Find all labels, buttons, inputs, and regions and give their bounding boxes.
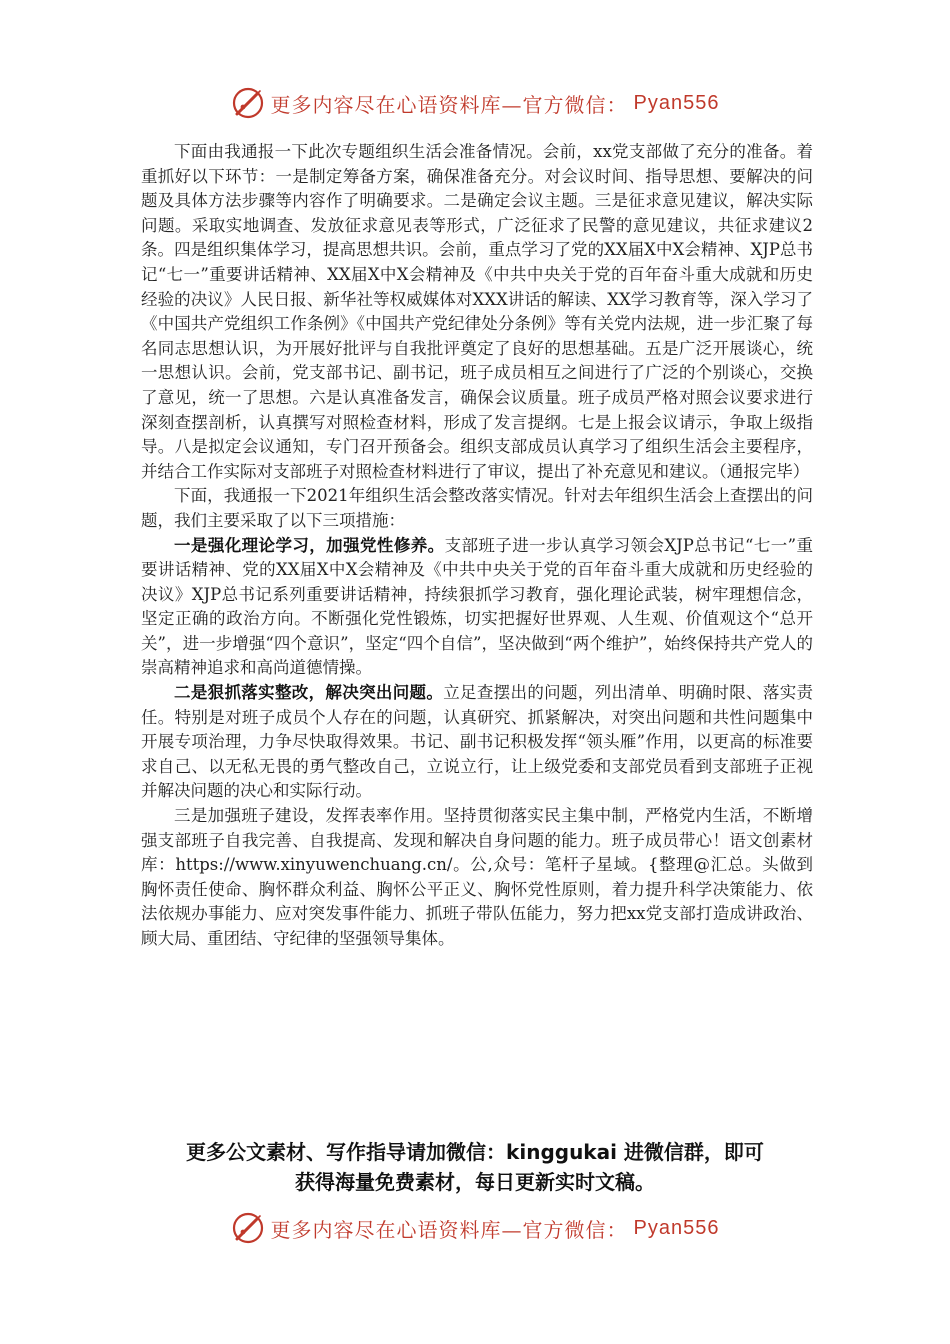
paragraph [141,534,813,682]
footer-banner [0,1208,950,1248]
promo-line-1: 更多公文素材、写作指导请加微信：kinggukai 进微信群，即可 [186,1140,764,1164]
header-banner-wechat: Pyan556 [633,91,720,114]
header-banner [0,83,950,123]
paragraph-text: 下面由我通报一下此次专题组织生活会准备情况。会前，xx党支部做了充分的准备。着重抓好以下环节：一是制定筹备方案，确保准备充分。对会议时间、指导思想、要解决的问题及具体方法步骤等内容作了明确要求。二是确定会议主题。三是征求意见建议，解决实际问题。采取实地调查、发放征求意见表等形式，广泛征求了民警的意见建议，共征求建议2条。四是组织集体学习，提高思想共识。会前，重点学习了党的XX届X中X会精神、XJP总书记“七一”重要讲话精神、XX届X中X会精神及《中共中央关于党的百年奋斗重大成就和历史经验的决议》人民日报、新华社等权威媒体对XXX讲话的解读、XX学习教育等，深入学习了《中国共产党组织工作条例》《中国共产党纪律处分条例》等有关党内法规，进一步汇聚了每名同志思想认识，为开展好批评与自我批评奠定了良好的思想基础。五是广泛开展谈心，统一思想认识。会前，党支部书记、副书记，班子成员相互之间进行了广泛的个别谈心，交换了意见，统一了思想。六是认真准备发言，确保会议质量。班子成员严格对照会议要求进行深刻查摆剖析，认真撰写对照检查材料，形成了发言提纲。七是上报会议请示，争取上级指导。八是拟定会议通知，专门召开预备会。组织支部成员认真学习了组织生活会主要程序，并结合工作实际对支部班子对照检查材料进行了审议，提出了补充意见和建议。（通报完毕） [141,142,813,481]
paragraph [141,484,813,533]
paragraph [141,804,813,952]
paragraph-bold-lead: 二是狠抓落实整改，解决突出问题。 [174,683,444,703]
paragraph-text: 三是加强班子建设，发挥表率作用。坚持贯彻落实民主集中制，严格党内生活，不断增强支部班子自我完善、自我提高、发现和解决自身问题的能力。班子成员带心！语文创素材库：https://www.xinyuwenchuang.cn/。公,众号：笔杆子星域。{整理@汇总。头做到胸怀责任使命、胸怀群众利益、胸怀公平正义、胸怀党性原则，着力提升科学决策能力、依法依规办事能力、应对突发事件能力、抓班子带队伍能力，努力把xx党支部打造成讲政治、顾大局、重团结、守纪律的坚强领导集体。 [141,806,813,948]
header-banner-text: 更多内容尽在心语资料库—官方微信： [270,92,628,117]
promo-line-2: 获得海量免费素材，每日更新实时文稿。 [295,1170,655,1194]
pen-logo-icon [231,86,265,120]
footer-banner-text: 更多内容尽在心语资料库—官方微信： [270,1217,628,1242]
pen-logo-icon [231,1211,265,1245]
paragraph [141,140,813,484]
paragraph-text: 下面，我通报一下2021年组织生活会整改落实情况。针对去年组织生活会上查摆出的问题，我们主要采取了以下三项措施： [141,486,813,530]
promo-block [100,1137,850,1197]
footer-banner-wechat: Pyan556 [633,1216,720,1239]
paragraph-text: 立足查摆出的问题，列出清单、明确时限、落实责任。特别是对班子成员个人存在的问题，认真研究、抓紧解决，对突出问题和共性问题集中开展专项治理，力争尽快取得效果。书记、副书记积极发挥“领头雁”作用，以更高的标准要求自己、以无私无畏的勇气整改自己，立说立行，让上级党委和支部党员看到支部班子正视并解决问题的决心和实际行动。 [141,683,814,801]
article-body [141,140,813,952]
paragraph-text: 支部班子进一步认真学习领会XJP总书记“七一”重要讲话精神、党的XX届X中X会精神及《中共中央关于党的百年奋斗重大成就和历史经验的决议》XJP总书记系列重要讲话精神，持续狠抓学习教育，强化理论武装，树牢理想信念，坚定正确的政治方向。不断强化党性锻炼，切实把握好世界观、人生观、价值观这个“总开关”，进一步增强“四个意识”，坚定“四个自信”，坚决做到“两个维护”，始终保持共产党人的崇高精神追求和高尚道德情操。 [141,535,813,678]
paragraph [141,681,813,804]
paragraph-bold-lead: 一是强化理论学习，加强党性修养。 [174,535,445,555]
